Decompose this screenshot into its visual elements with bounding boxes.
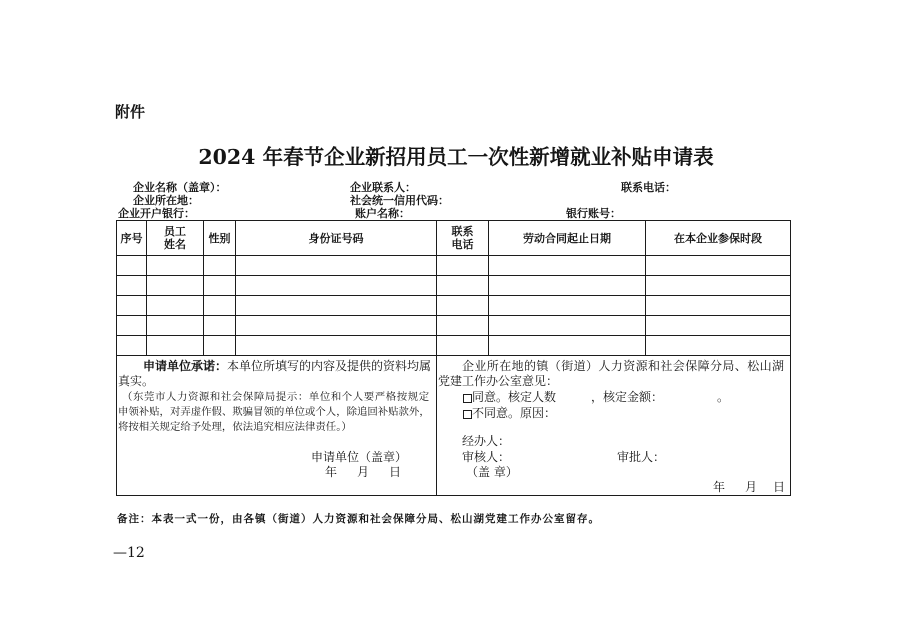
header-label: 身份证号码 (308, 231, 364, 245)
header-label: 性别 (208, 231, 231, 245)
commitment-text-continued: 真实。 (118, 374, 155, 388)
approved-amount-label: ，核定金额： (591, 390, 664, 404)
header-label: 在本企业参保时段 (674, 231, 762, 245)
table-cell (117, 276, 147, 296)
table-cell (646, 276, 791, 296)
header-contact-phone (437, 221, 489, 256)
applicant-seal-label: 申请单位（盖章） (311, 450, 408, 464)
table-cell (236, 276, 437, 296)
agree-option-label: 同意。核定人数 (472, 390, 557, 404)
table-cell (236, 316, 437, 336)
commitment-section (117, 356, 437, 496)
opinion-date-month-label: 月 (745, 480, 758, 494)
table-cell (204, 316, 236, 336)
page-number: —12 (113, 545, 145, 561)
date-year-label: 年 (325, 465, 338, 479)
header-label: 劳动合同起止日期 (523, 231, 611, 245)
table-cell (204, 256, 236, 276)
table-cell (646, 256, 791, 276)
table-cell (117, 316, 147, 336)
table-cell (489, 316, 646, 336)
commitment-notice-line: 将按相关规定给予处理，依法追究相应法律责任。） (118, 421, 352, 433)
reviewer-label: 审核人： (462, 450, 511, 464)
bank-label: 企业开户银行： (118, 207, 195, 220)
header-label: 联系 (451, 225, 474, 238)
table-cell (204, 296, 236, 316)
table-cell (204, 276, 236, 296)
handler-label: 经办人： (462, 434, 511, 448)
table-cell (489, 256, 646, 276)
table-cell (646, 296, 791, 316)
table-cell (147, 256, 204, 276)
table-row (117, 296, 791, 316)
commitment-heading: 申请单位承诺： (143, 359, 228, 373)
seal-label: （盖 章） (466, 465, 518, 479)
company-contact-label: 企业联系人： (350, 181, 416, 194)
account-name-label: 账户名称： (355, 207, 410, 220)
table-row (117, 336, 791, 356)
table-cell (437, 256, 489, 276)
table-cell (236, 336, 437, 356)
signature-row (117, 356, 791, 496)
header-employee-name (147, 221, 204, 256)
contact-phone-label: 联系电话： (621, 181, 676, 194)
header-label: 电话 (451, 238, 474, 251)
remark-note: 备注：本表一式一份，由各镇（街道）人力资源和社会保障分局、松山湖党建工作办公室留存。 (117, 513, 600, 525)
table-cell (147, 276, 204, 296)
company-name-label: 企业名称（盖章）： (133, 181, 227, 194)
header-id-number (236, 221, 437, 256)
table-cell (489, 276, 646, 296)
header-label: 序号 (120, 231, 143, 245)
checkbox-icon (463, 410, 472, 419)
commitment-text: 本单位所填写的内容及提供的资料均属 (227, 359, 432, 373)
table-cell (236, 296, 437, 316)
header-serial-number (117, 221, 147, 256)
commitment-notice-line: 申领补贴，对弄虚作假、欺骗冒领的单位或个人，除追回补贴款外， (118, 406, 430, 418)
opinion-date-day-label: 日 (773, 480, 786, 494)
checkbox-icon (463, 394, 472, 403)
date-month-label: 月 (357, 465, 370, 479)
company-location-label: 企业所在地： (133, 194, 199, 207)
header-insurance-period (646, 221, 791, 256)
date-day-label: 日 (389, 465, 402, 479)
attachment-label: 附件 (115, 103, 146, 121)
table-cell (646, 336, 791, 356)
opinion-section (437, 356, 791, 496)
approver-label: 审批人： (617, 450, 666, 464)
opinion-date-year-label: 年 (713, 480, 726, 494)
table-cell (117, 256, 147, 276)
table-header-row (117, 221, 791, 256)
credit-code-label: 社会统一信用代码： (350, 194, 449, 207)
header-gender (204, 221, 236, 256)
table-cell (147, 316, 204, 336)
disagree-option-label: 不同意。原因： (472, 406, 557, 420)
table-cell (117, 336, 147, 356)
table-cell (236, 256, 437, 276)
header-label: 员工 (164, 225, 186, 238)
table-cell (437, 336, 489, 356)
application-table (116, 220, 791, 496)
header-label: 姓名 (164, 238, 186, 251)
page-title: 2024 年春节企业新招用员工一次性新增就业补贴申请表 (198, 145, 714, 169)
header-contract-period (489, 221, 646, 256)
table-cell (117, 296, 147, 316)
table-cell (437, 276, 489, 296)
table-row (117, 256, 791, 276)
table-cell (489, 336, 646, 356)
commitment-statement (143, 359, 431, 373)
table-cell (437, 296, 489, 316)
table-row (117, 276, 791, 296)
table-cell (437, 316, 489, 336)
table-cell (646, 316, 791, 336)
table-cell (489, 296, 646, 316)
table-cell (147, 336, 204, 356)
table-row (117, 316, 791, 336)
commitment-notice-line: （东莞市人力资源和社会保障局提示：单位和个人要严格按规定 (122, 391, 430, 403)
table-cell (147, 296, 204, 316)
agree-option-end: 。 (717, 390, 730, 404)
opinion-heading-continued: 党建工作办公室意见： (438, 374, 559, 388)
opinion-heading: 企业所在地的镇（街道）人力资源和社会保障分局、松山湖 (462, 359, 785, 373)
account-number-label: 银行账号： (566, 207, 621, 220)
table-cell (204, 336, 236, 356)
